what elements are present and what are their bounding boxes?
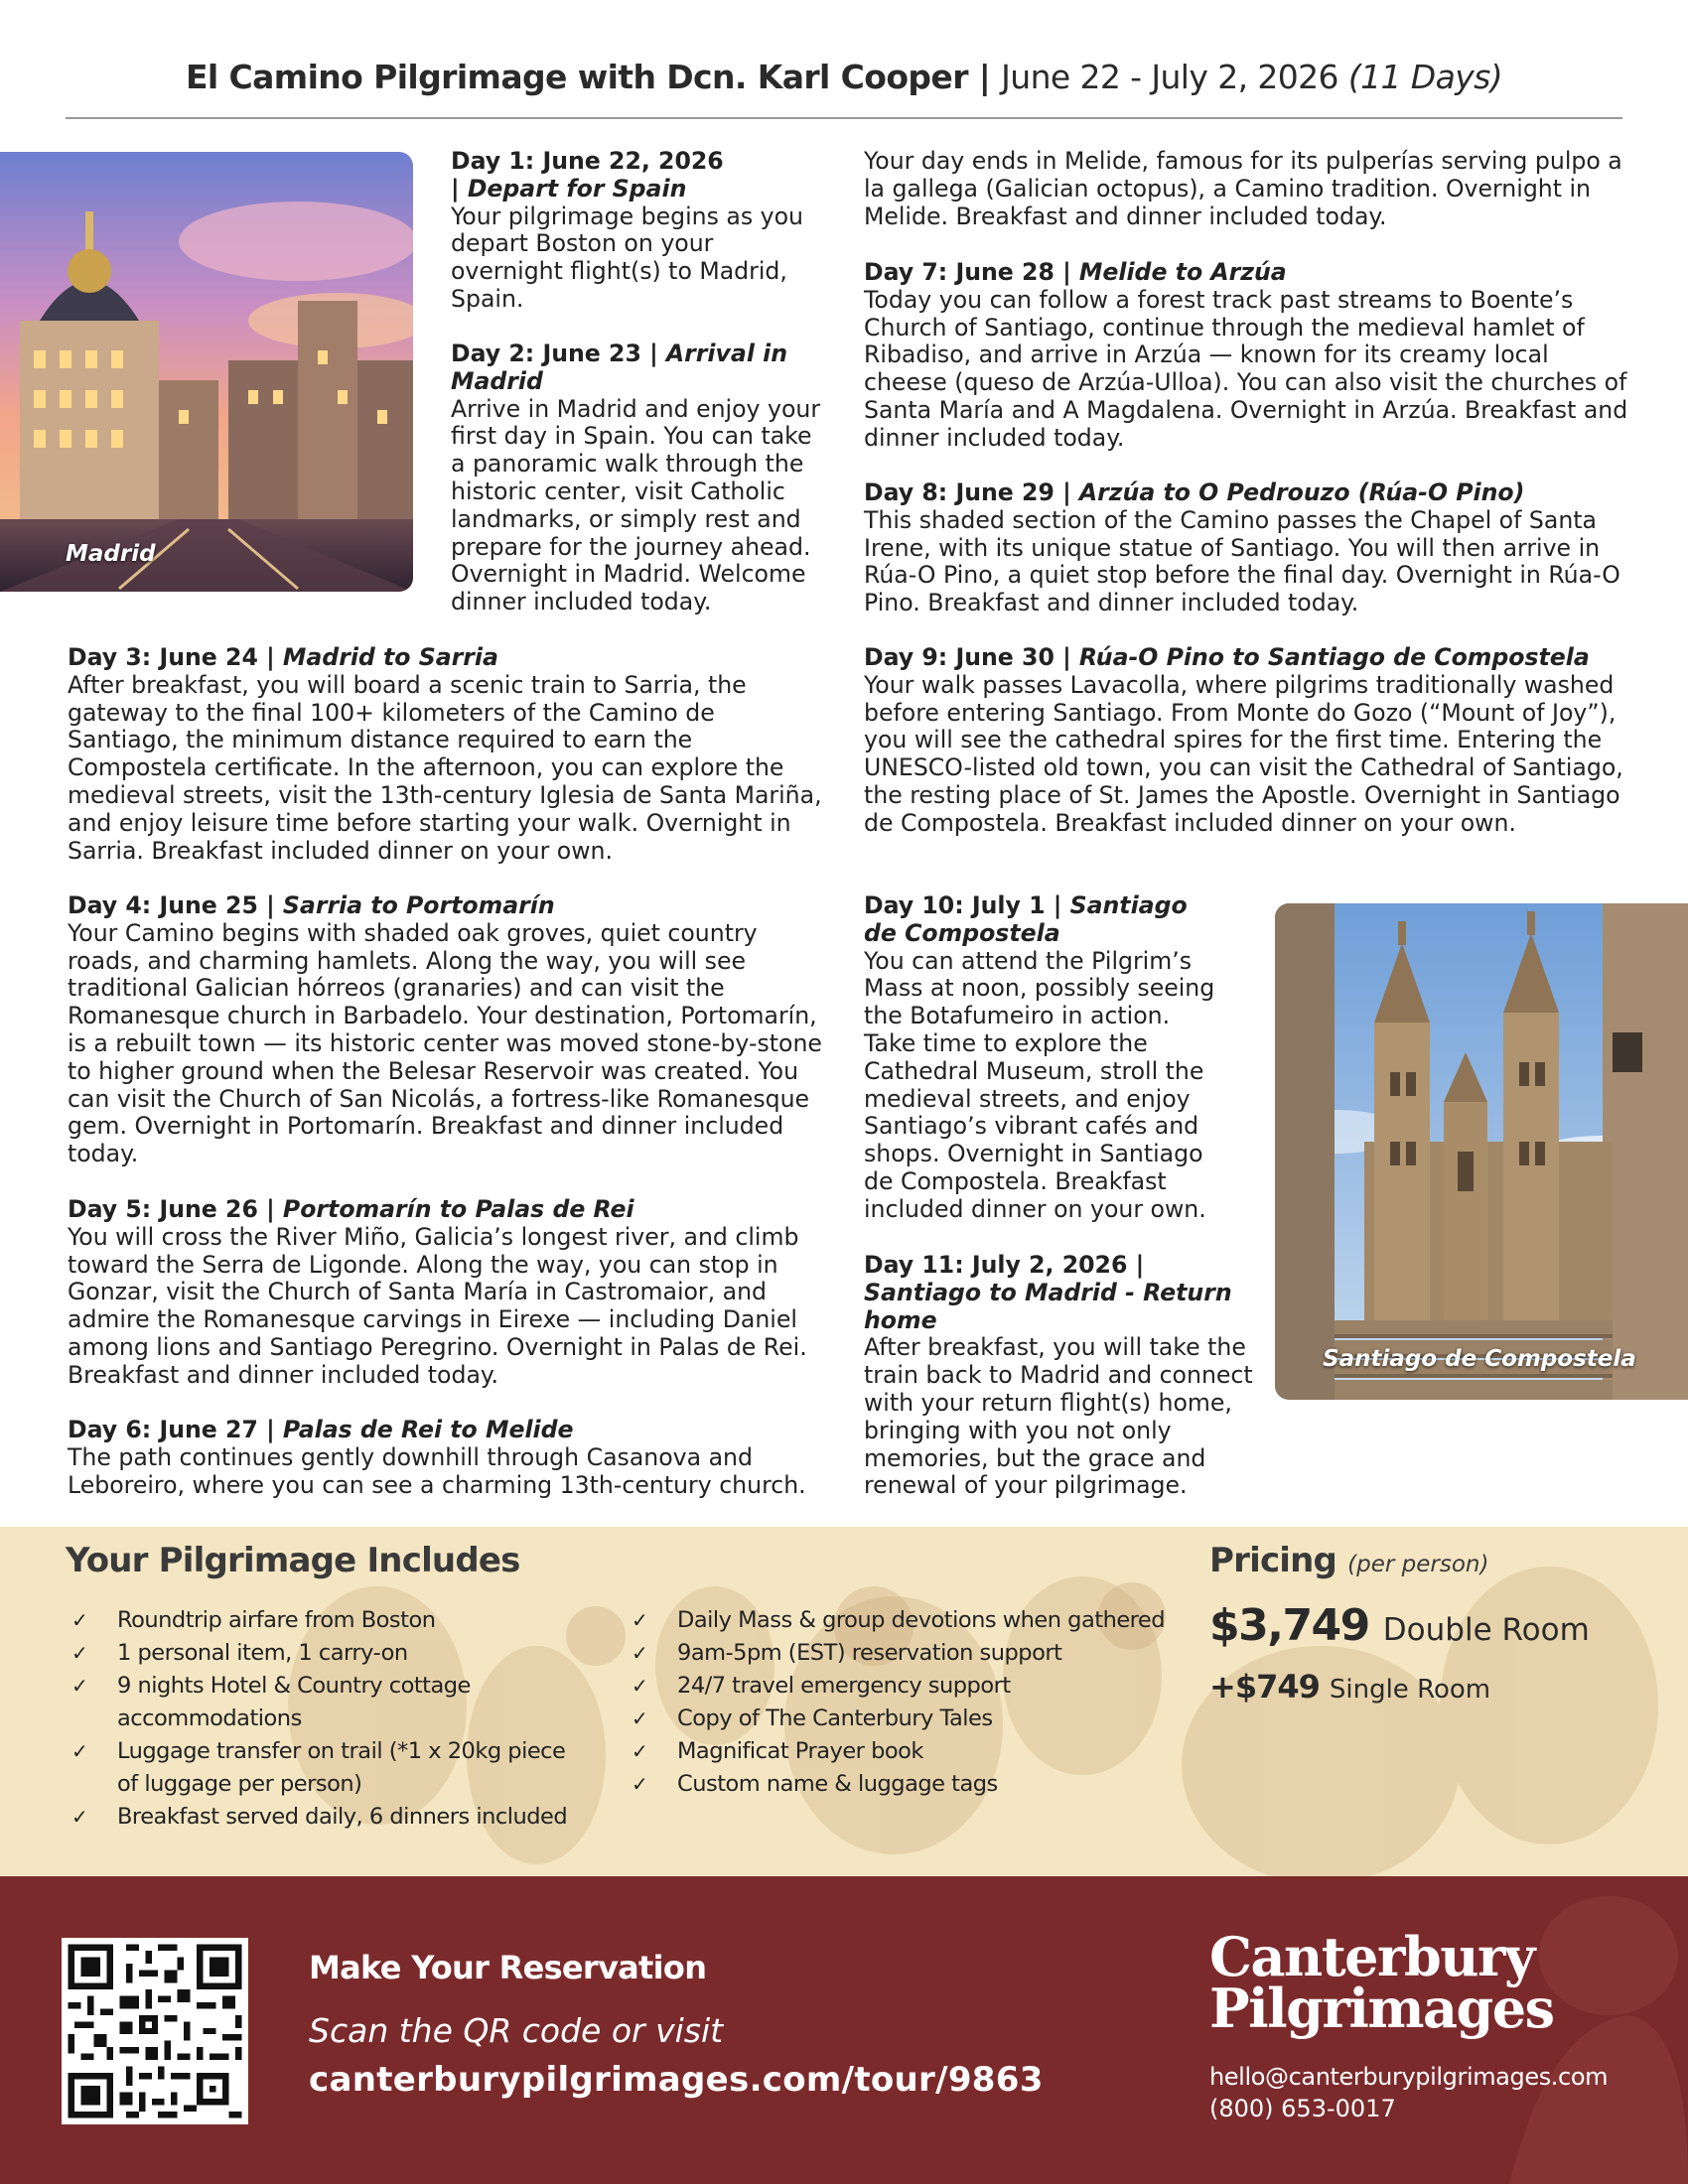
day-11 xyxy=(864,1252,1261,1500)
day-3 xyxy=(68,644,824,865)
day-10-subtitle: Santiago de Compostela xyxy=(864,891,1188,947)
include-item: ✓ Luggage transfer on trail (*1 x 20kg piece of luggage per person) xyxy=(68,1735,584,1801)
day-4-subtitle: Sarria to Portomarín xyxy=(282,891,555,919)
include-item: ✓ 9am-5pm (EST) reservation support xyxy=(628,1637,1184,1670)
tour-url-link[interactable]: canterburypilgrimages.com/tour/9863 xyxy=(309,2060,1044,2100)
day-8-text: This shaded section of the Camino passes the Chapel of Santa Irene, with its unique statue of Santiago. You will then arrive in Rúa-O Pino, a quiet stop before the final day. Overnight in Rúa-O Pino. Breakfast and dinner included today. xyxy=(864,505,1620,617)
email-link[interactable]: hello@canterburypilgrimages.com xyxy=(1209,2063,1609,2091)
brand-line-2: Pilgrimages xyxy=(1209,1977,1554,2040)
day-11-subtitle: Santiago to Madrid - Return home xyxy=(864,1278,1232,1334)
madrid-photo xyxy=(0,152,413,592)
include-item: ✓ Daily Mass & group devotions when gathered xyxy=(628,1604,1184,1637)
include-item: ✓ 24/7 travel emergency support xyxy=(628,1670,1184,1703)
day-7 xyxy=(864,259,1628,453)
day-8 xyxy=(864,479,1628,617)
day-4 xyxy=(68,892,824,1168)
day-5-subtitle: Portomarín to Palas de Rei xyxy=(282,1195,634,1223)
include-item: ✓ Roundtrip airfare from Boston xyxy=(68,1604,584,1637)
day-8-subtitle: Arzúa to O Pedrouzo (Rúa-O Pino) xyxy=(1078,478,1525,506)
check-icon: ✓ xyxy=(71,1608,88,1632)
price-double-label: Double Room xyxy=(1382,1612,1590,1648)
day-4-title: Day 4: June 25 | xyxy=(68,891,283,919)
day-5 xyxy=(68,1196,824,1390)
header-divider xyxy=(66,117,1622,119)
check-icon: ✓ xyxy=(71,1805,88,1829)
includes-title: Your Pilgrimage Includes xyxy=(66,1541,520,1580)
include-item: ✓ Magnificat Prayer book xyxy=(628,1735,1184,1768)
day-6-continued-text: Your day ends in Melide, famous for its pulperías serving pulpo a la gallega (Galician octopus), a Camino tradition. Overnight in Melide. Breakfast and dinner included today. xyxy=(864,147,1622,230)
day-10-text: You can attend the Pilgrim’s Mass at noon, possibly seeing the Botafumeiro in action. Take time to explore the Cathedral Museum, stroll the medieval streets, and enjoy Santiago’s vibrant cafés and shops. Overnight in Santiago de Compostela. Breakfast included dinner on your own. xyxy=(864,946,1215,1223)
check-icon: ✓ xyxy=(632,1608,648,1632)
day-9-title: Day 9: June 30 | xyxy=(864,643,1079,671)
check-icon: ✓ xyxy=(71,1674,88,1698)
check-icon: ✓ xyxy=(632,1706,648,1730)
include-item: ✓ 9 nights Hotel & Country cottage accommodations xyxy=(68,1670,584,1735)
day-10-title: Day 10: July 1 | xyxy=(864,891,1070,919)
day-9 xyxy=(864,644,1628,838)
brand-logo xyxy=(1209,1925,1554,2040)
include-item: ✓ Custom name & luggage tags xyxy=(628,1768,1184,1801)
check-icon: ✓ xyxy=(632,1739,648,1763)
santiago-photo xyxy=(1275,903,1688,1400)
pricing-per-person: (per person) xyxy=(1347,1552,1489,1577)
reservation-title: Make Your Reservation xyxy=(309,1949,707,1986)
day-1-title: Day 1: June 22, 2026 xyxy=(451,147,724,175)
day-6-continued xyxy=(864,148,1628,230)
day-7-title: Day 7: June 28 | xyxy=(864,258,1079,286)
day-1-subtitle: | Depart for Spain xyxy=(451,174,687,203)
includes-list-left xyxy=(68,1604,584,1834)
day-4-text: Your Camino begins with shaded oak groves, quiet country roads, and charming hamlets. Along the way, you will see traditional Galician hórreos (granaries) and can visit the Romanesque church in Barbadelo. Your destination, Portomarín, is a rebuilt town — its historic center was moved stone-by-stone to higher ground when the Belesar Reservoir was created. You can visit the Church of San Nicolás, a fortress-like Romanesque gem. Overnight in Portomarín. Breakfast and dinner included today. xyxy=(68,918,822,1168)
includes-list-right xyxy=(628,1604,1184,1801)
include-item: ✓ Breakfast served daily, 6 dinners included xyxy=(68,1801,584,1834)
day-11-text: After breakfast, you will take the train back to Madrid and connect with your return flight(s) home, bringing with you not only memories, but the grace and renewal of your pilgrimage. xyxy=(864,1333,1253,1500)
include-item: ✓ 1 personal item, 1 carry-on xyxy=(68,1637,584,1670)
day-9-text: Your walk passes Lavacolla, where pilgrims traditionally washed before entering Santiago. From Monte do Gozo (“Mount of Joy”), you will see the cathedral spires for the first time. Entering the UNESCO-listed old town, you can visit the Cathedral of Santiago, the resting place of St. James the Apostle. Overnight in Santiago de Compostela. Breakfast included dinner on your own. xyxy=(864,670,1623,837)
scan-text: Scan the QR code or visit xyxy=(309,2011,724,2050)
day-11-title: Day 11: July 2, 2026 | xyxy=(864,1251,1145,1279)
day-2 xyxy=(451,341,826,616)
pricing-title: Pricing (per person) xyxy=(1209,1541,1489,1580)
santiago-caption: Santiago de Compostela xyxy=(1323,1346,1636,1372)
day-2-title: Day 2: June 23 | xyxy=(451,340,666,367)
check-icon: ✓ xyxy=(632,1674,648,1698)
price-single-label: Single Room xyxy=(1329,1675,1491,1705)
header-duration: (11 Days) xyxy=(1347,58,1503,96)
day-9-subtitle: Rúa-O Pino to Santiago de Compostela xyxy=(1078,643,1590,671)
qr-code[interactable] xyxy=(62,1938,248,2124)
day-5-text: You will cross the River Miño, Galicia’s longest river, and climb toward the Serra de Ligonde. Along the way, you can stop in Gonzar, visit the Church of Santa María in Castromaior, and admire the Romanesque carvings in Eirexe — including Daniel among lions and Santiago Peregrino. Overnight in Palas de Rei. Breakfast and dinner included today. xyxy=(68,1222,807,1389)
day-7-text: Today you can follow a forest track past streams to Boente’s Church of Santiago, continue through the medieval hamlet of Ribadiso, and arrive in Arzúa — known for its creamy local cheese (queso de Arzúa-Ulloa). You can also visit the churches of Santa María and A Magdalena. Overnight in Arzúa. Breakfast and dinner included today. xyxy=(864,285,1628,452)
day-2-text: Arrive in Madrid and enjoy your first day in Spain. You can take a panoramic walk through the historic center, visit Catholic landmarks, or simply rest and prepare for the journey ahead. Overnight in Madrid. Welcome dinner included today. xyxy=(451,394,821,616)
day-6-text: The path continues gently downhill through Casanova and Leboreiro, where you can see a charming 13th-century church. xyxy=(68,1442,806,1499)
day-10 xyxy=(864,892,1223,1224)
day-5-title: Day 5: June 26 | xyxy=(68,1195,283,1223)
day-7-subtitle: Melide to Arzúa xyxy=(1078,258,1287,286)
day-3-subtitle: Madrid to Sarria xyxy=(282,643,498,671)
price-single xyxy=(1209,1668,1490,1706)
day-8-title: Day 8: June 29 | xyxy=(864,478,1079,506)
day-6-subtitle: Palas de Rei to Melide xyxy=(282,1416,574,1443)
include-item: ✓ Copy of The Canterbury Tales xyxy=(628,1703,1184,1735)
check-icon: ✓ xyxy=(632,1772,648,1796)
day-6 xyxy=(68,1417,824,1499)
price-single-amount: +$749 xyxy=(1209,1668,1320,1706)
header-dates: June 22 - July 2, 2026 xyxy=(1001,58,1338,96)
check-icon: ✓ xyxy=(71,1739,88,1763)
day-3-text: After breakfast, you will board a scenic train to Sarria, the gateway to the final 100+ kilometers of the Camino de Santiago, the minimum distance required to earn the Compostela certificate. In the afternoon, you can explore the medieval streets, visit the 13th-century Iglesia de Santa Mariña, and enjoy leisure time before starting your walk. Overnight in Sarria. Breakfast included dinner on your own. xyxy=(68,670,822,865)
price-double xyxy=(1209,1600,1590,1651)
phone-link[interactable]: (800) 653-0017 xyxy=(1209,2095,1396,2122)
price-double-amount: $3,749 xyxy=(1209,1600,1369,1651)
check-icon: ✓ xyxy=(71,1641,88,1665)
page-header xyxy=(66,58,1622,96)
day-6-title: Day 6: June 27 | xyxy=(68,1416,283,1443)
day-3-title: Day 3: June 24 | xyxy=(68,643,283,671)
brand-line-1: Canterbury xyxy=(1209,1925,1534,1988)
header-title: El Camino Pilgrimage with Dcn. Karl Cooper xyxy=(185,58,968,96)
day-1 xyxy=(451,148,826,314)
day-1-text: Your pilgrimage begins as you depart Boston on your overnight flight(s) to Madrid, Spain. xyxy=(451,202,803,313)
check-icon: ✓ xyxy=(632,1641,648,1665)
madrid-caption: Madrid xyxy=(66,541,156,567)
header-separator: | xyxy=(967,58,1002,96)
day-2-subtitle: Arrival in Madrid xyxy=(451,340,788,395)
